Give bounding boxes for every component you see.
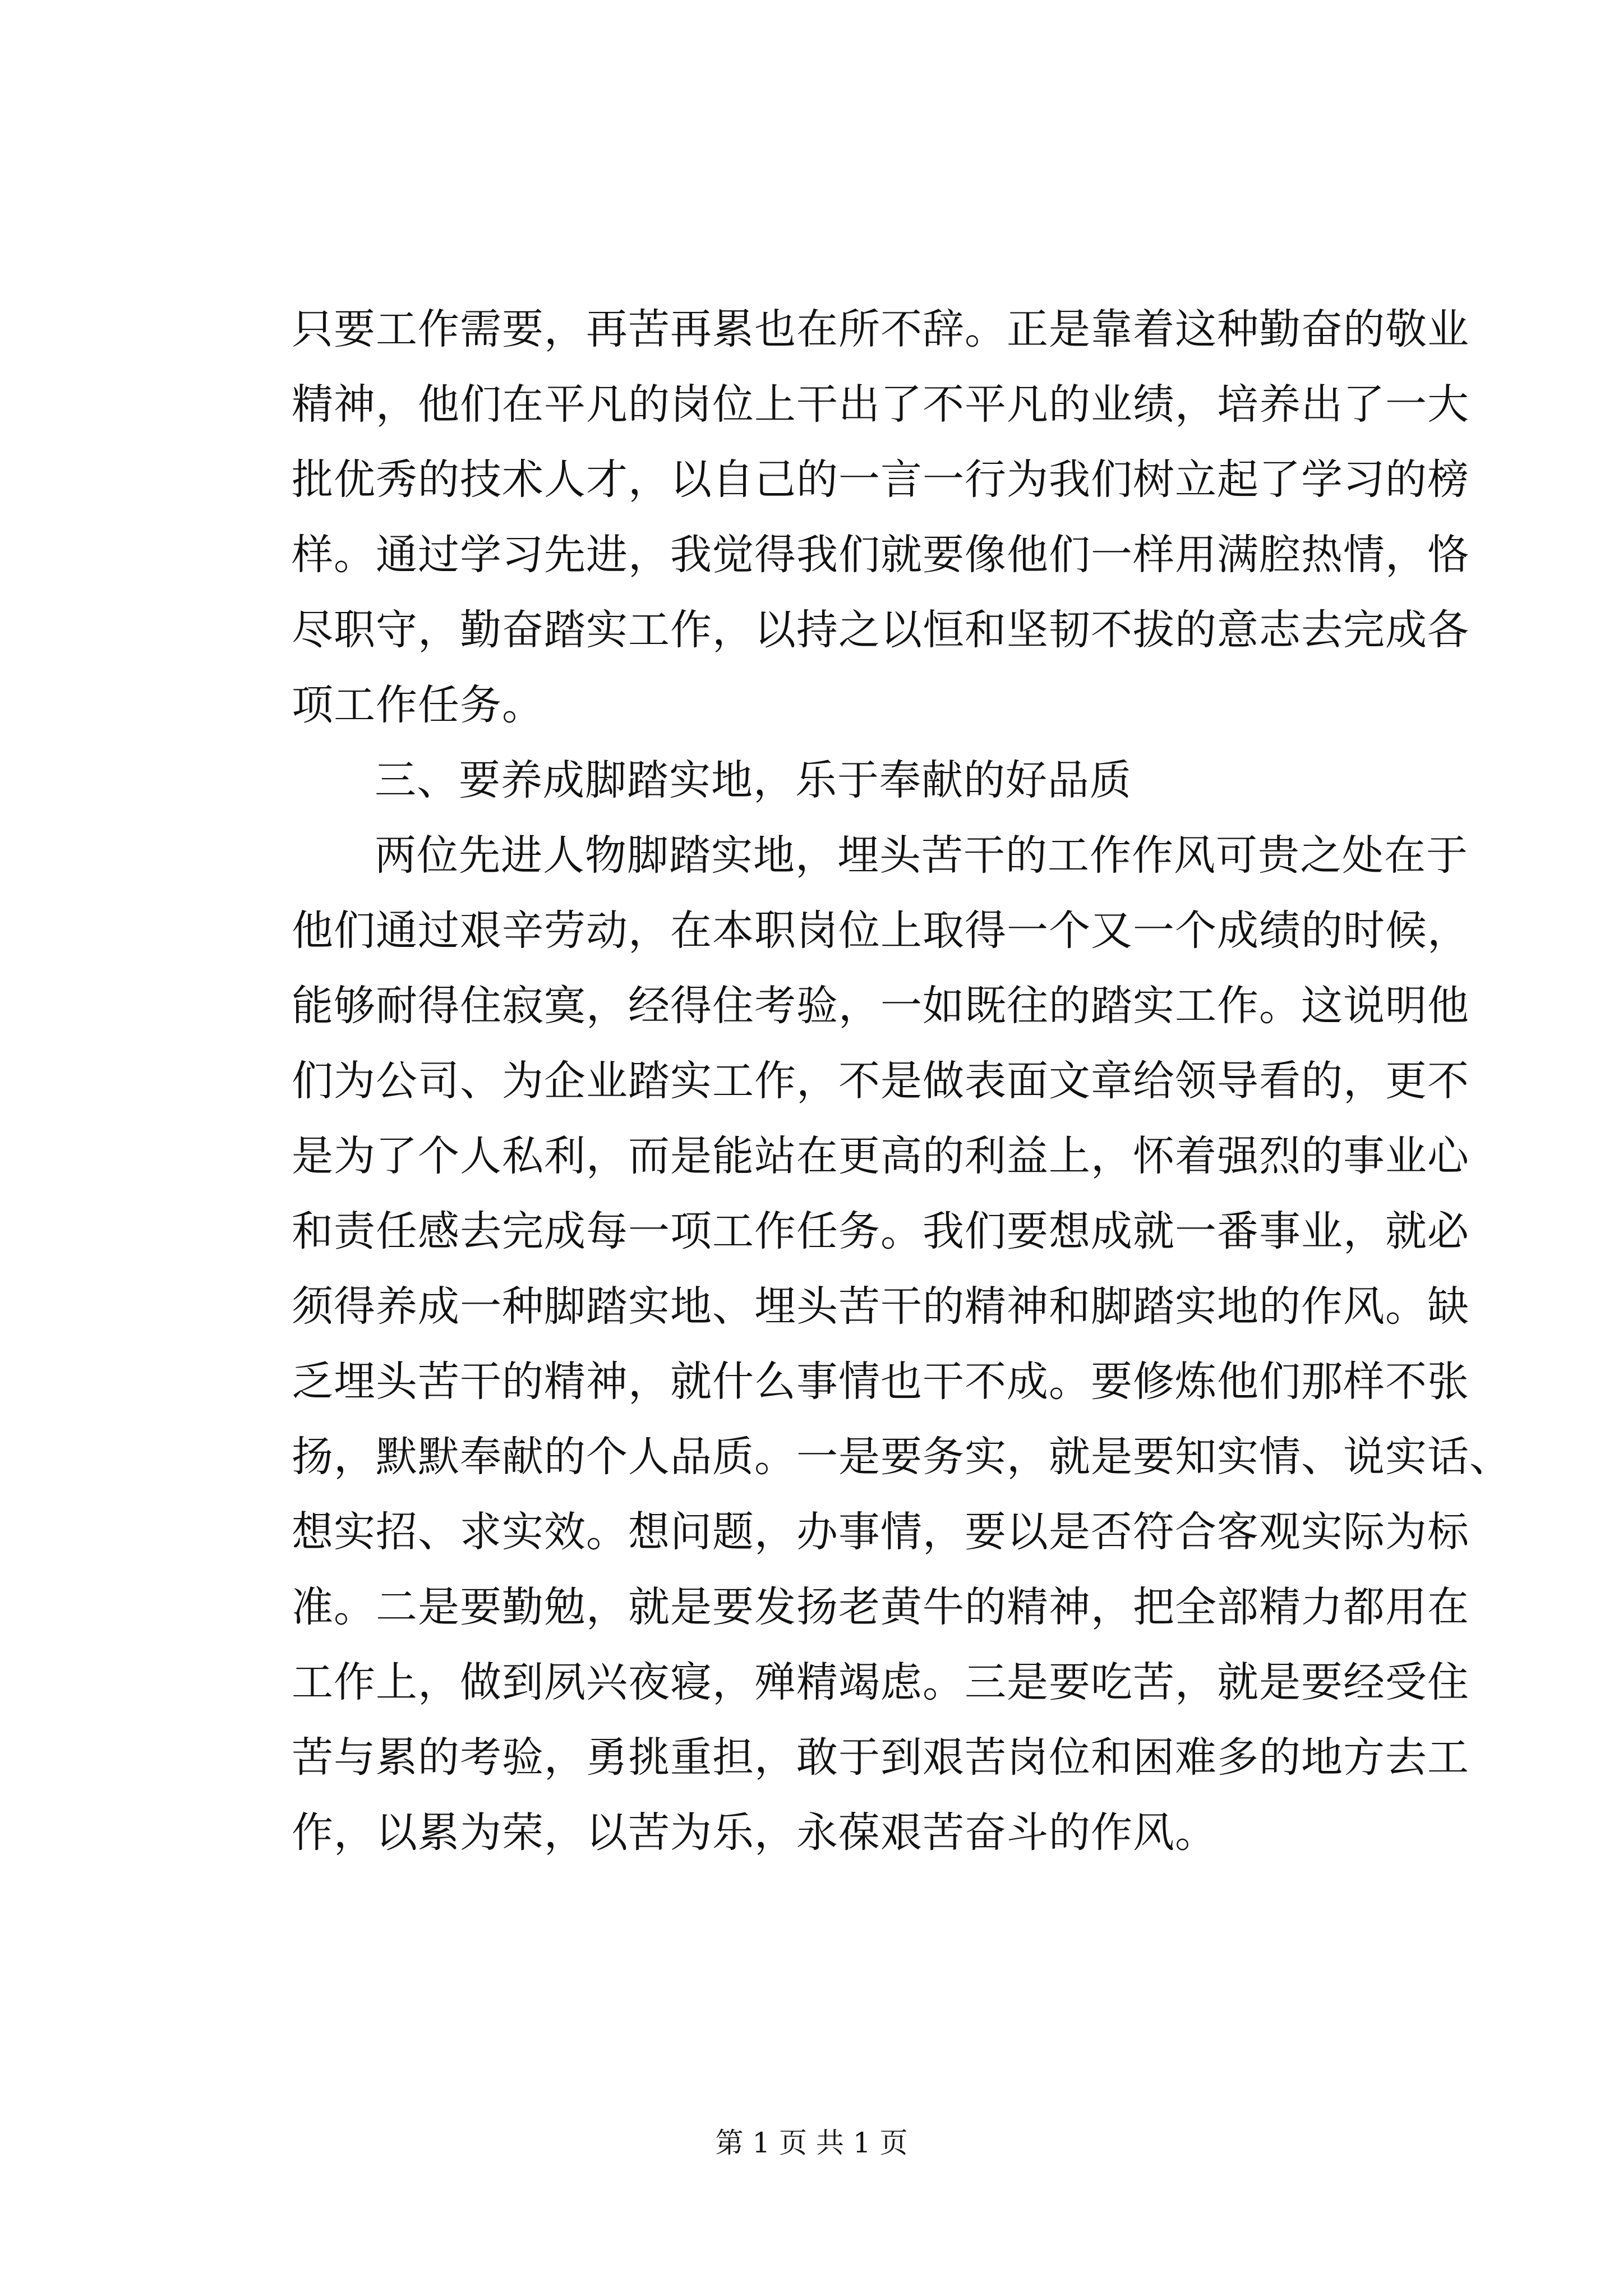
text-line: 乏埋头苦干的精神，就什么事情也干不成。要修炼他们那样不张 xyxy=(292,1358,1469,1406)
text-line: 扬，默默奉献的个人品质。一是要务实，就是要知实情、说实话、 xyxy=(292,1433,1511,1481)
text-line: 精神，他们在平凡的岗位上干出了不平凡的业绩，培养出了一大 xyxy=(292,380,1469,429)
text-line: 他们通过艰辛劳动，在本职岗位上取得一个又一个成绩的时候， xyxy=(292,907,1469,955)
text-line: 能够耐得住寂寞，经得住考验，一如既往的踏实工作。这说明他 xyxy=(292,982,1469,1030)
text-line: 样。通过学习先进，我觉得我们就要像他们一样用满腔热情，恪 xyxy=(292,531,1469,579)
text-line: 项工作任务。 xyxy=(292,681,544,729)
text-line: 只要工作需要，再苦再累也在所不辞。正是靠着这种勤奋的敬业 xyxy=(292,305,1469,353)
text-line: 两位先进人物脚踏实地，埋头苦干的工作作风可贵之处在于 xyxy=(375,831,1468,880)
text-line: 是为了个人私利，而是能站在更高的利益上，怀着强烈的事业心 xyxy=(292,1132,1469,1180)
text-line: 须得养成一种脚踏实地、埋头苦干的精神和脚踏实地的作风。缺 xyxy=(292,1282,1469,1331)
body-text xyxy=(292,292,1511,1870)
text-line: 准。二是要勤勉，就是要发扬老黄牛的精神，把全部精力都用在 xyxy=(292,1583,1469,1631)
text-line: 和责任感去完成每一项工作任务。我们要想成就一番事业，就必 xyxy=(292,1207,1469,1255)
text-line: 作，以累为荣，以苦为乐，永葆艰苦奋斗的作风。 xyxy=(292,1809,1217,1857)
text-line: 批优秀的技术人才，以自己的一言一行为我们树立起了学习的榜 xyxy=(292,455,1469,504)
text-line: 们为公司、为企业踏实工作，不是做表面文章给领导看的，更不 xyxy=(292,1057,1469,1105)
page-footer: 第 1 页 共 1 页 xyxy=(715,2127,908,2159)
section-heading: 三、要养成脚踏实地，乐于奉献的好品质 xyxy=(375,756,1132,804)
text-line: 想实招、求实效。想问题，办事情，要以是否符合客观实际为标 xyxy=(292,1508,1469,1556)
text-line: 工作上，做到夙兴夜寝，殚精竭虑。三是要吃苦，就是要经受住 xyxy=(292,1658,1469,1706)
text-line: 尽职守，勤奋踏实工作，以持之以恒和坚韧不拔的意志去完成各 xyxy=(292,606,1469,654)
text-line: 苦与累的考验，勇挑重担，敢于到艰苦岗位和困难多的地方去工 xyxy=(292,1733,1469,1782)
